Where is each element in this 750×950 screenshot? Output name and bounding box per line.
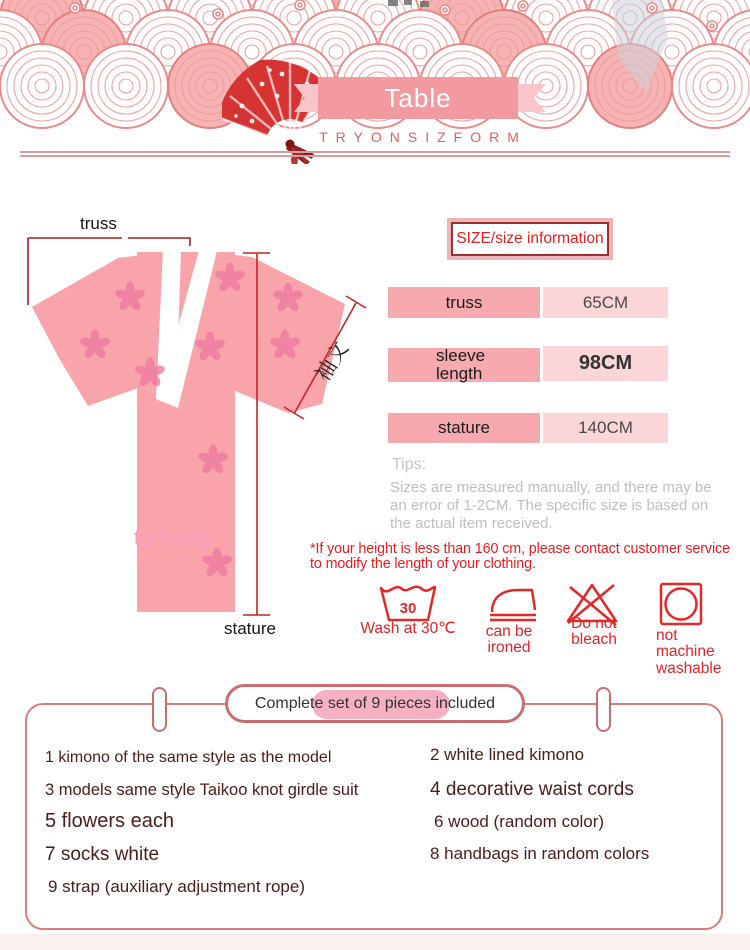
ring-tab-left	[152, 687, 167, 732]
page-title-banner	[318, 77, 518, 119]
divider-line	[20, 151, 730, 153]
size-info-title-box	[451, 222, 609, 256]
set-item-1: 1 kimono of the same style as the model	[45, 749, 332, 766]
truss-label: truss	[80, 214, 117, 233]
iron-icon	[486, 584, 538, 626]
set-title: Complete set of 9 pieces included	[254, 694, 496, 712]
size-row-value: 140CM	[543, 413, 668, 443]
kimono-diagram	[0, 200, 380, 670]
photo-remnant-mark	[420, 1, 429, 7]
wash-temp-number: 30	[399, 600, 417, 617]
stature-label: stature	[224, 619, 276, 638]
tips-title: Tips:	[392, 456, 427, 473]
set-item-3: 3 models same style Taikoo knot girdle suit	[45, 781, 359, 799]
height-warning-text: *If your height is less than 160 cm, please contact customer service to modify the length of your clothing.	[310, 541, 730, 573]
tips-body: Sizes are measured manually, and there may be an error of 1-2CM. The specific size is based on the actual item received.	[390, 479, 712, 532]
ring-tab-right	[596, 687, 611, 732]
brand-text: TRYONSIZFORM	[319, 129, 527, 145]
set-title-banner	[225, 684, 525, 723]
care-label-bleach: Do not bleach	[571, 615, 617, 649]
set-item-9: 9 strap (auxiliary adjustment rope)	[48, 877, 306, 896]
watermark-text: to hang	[134, 527, 212, 550]
set-item-5: 5 flowers each	[45, 810, 174, 832]
divider-line	[20, 155, 730, 157]
photo-remnant-mark	[404, 0, 412, 5]
care-label-machine: not machine washable	[656, 627, 722, 677]
set-item-7: 7 socks white	[45, 844, 160, 865]
photo-remnant-mark	[388, 0, 398, 6]
set-item-8: 8 handbags in random colors	[430, 844, 650, 863]
set-item-2: 2 white lined kimono	[430, 745, 585, 764]
sleeve-length-cn-label: 袖文	[311, 337, 354, 386]
size-row-value: 98CM	[543, 346, 668, 381]
size-info-title: SIZE/size information	[456, 230, 604, 247]
no-machine-wash-icon	[658, 581, 704, 627]
care-label-iron: can be ironed	[485, 623, 533, 657]
size-row-label: sleeve length	[388, 348, 540, 382]
set-item-6: 6 wood (random color)	[434, 812, 605, 831]
size-row-label: stature	[388, 413, 540, 443]
page-title: Table	[384, 83, 452, 113]
footer-strip	[0, 934, 750, 950]
set-item-4: 4 decorative waist cords	[430, 779, 634, 800]
wash-basin-icon	[378, 578, 438, 624]
size-row-value: 65CM	[543, 287, 668, 318]
care-label-wash: Wash at 30℃	[360, 620, 456, 637]
size-row-label: truss	[388, 287, 540, 318]
